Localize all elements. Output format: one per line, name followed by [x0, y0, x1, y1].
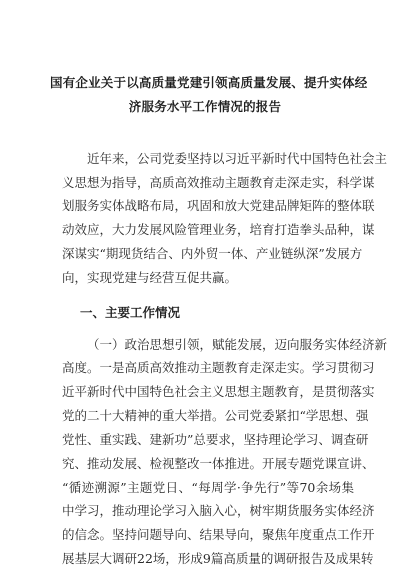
intro-line-5: 深谋实“期现货结合、内外贸一体、产业链纵深”发展方	[62, 246, 363, 261]
intro-line-6: 向，实现党建与经营互促共赢。	[62, 270, 238, 285]
document-title-line-1: 国有企业关于以高质量党建引领高质量发展、提升实体经	[50, 75, 368, 90]
intro-line-1: 近年来，公司党委坚持以习近平新时代中国特色社会主	[87, 151, 388, 166]
body-line-3: 近平新时代中国特色社会主义思想主题教育，是贯彻落实	[62, 384, 375, 399]
body-line-7: “循迹溯源”主题党日、“每周学·争先行”等70余场集	[62, 480, 354, 495]
body-line-4: 党的二十大精神的重大举措。公司党委紧扣“学思想、强	[62, 408, 369, 423]
body-line-10: 展基层大调研22场，形成9篇高质量的调研报告及成果转	[62, 551, 374, 566]
body-line-6: 究、推动发展、检视整改一体推进。开展专题党课宣讲、	[62, 456, 375, 471]
section-heading: 一、主要工作情况	[80, 305, 181, 320]
body-line-1: （一）政治思想引领，赋能发展，迈向服务实体经济新	[87, 337, 388, 352]
document-title-line-2: 济服务水平工作情况的报告	[128, 99, 282, 114]
body-line-8: 中学习，推动理论学习入脑入心，树牢期货服务实体经济	[62, 503, 375, 518]
body-line-9: 的信念。坚持问题导向、结果导向，聚焦年度重点工作开	[62, 527, 375, 542]
intro-line-4: 动效应，大力发展风险管理业务，培育打造拳头品种，谋	[62, 222, 375, 237]
intro-line-3: 划服务实体战略布局，巩固和放大党建品牌矩阵的整体联	[62, 198, 375, 213]
body-line-2: 高度。一是高质高效推动主题教育走深走实。学习贯彻习	[62, 360, 375, 375]
body-line-5: 党性、重实践、建新功”总要求，坚持理论学习、调查研	[62, 432, 369, 447]
intro-line-2: 义思想为指导，高质高效推动主题教育走深走实，科学谋	[62, 175, 375, 190]
